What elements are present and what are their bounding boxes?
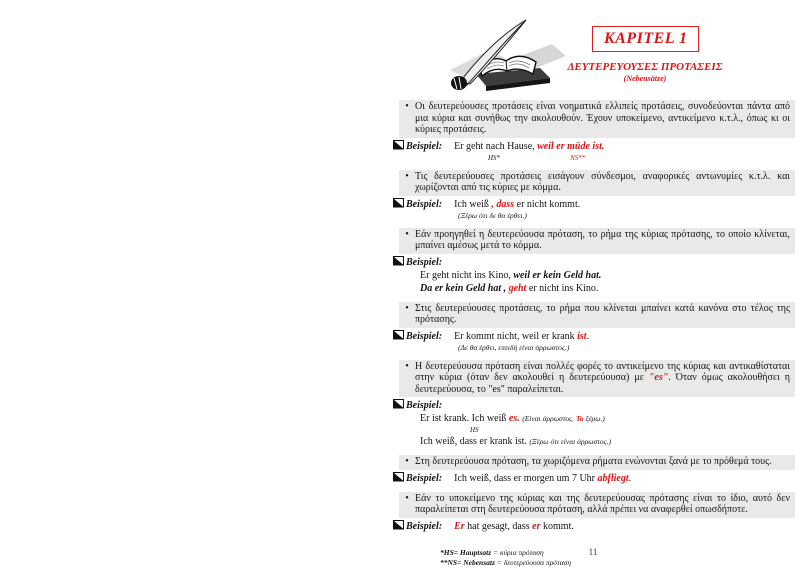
text-run: ist	[577, 330, 587, 342]
text-run: Το	[575, 414, 584, 423]
example-line	[393, 198, 795, 210]
hs-ns-annotation	[393, 152, 795, 162]
example-line	[393, 399, 795, 411]
bullet-glyph: •	[405, 170, 409, 182]
bullet-glyph: •	[405, 456, 409, 467]
text-run: Er geht nicht ins Kino,	[420, 269, 514, 281]
chapter-title: KAPITEL 1	[604, 30, 688, 47]
text-run: Στις δευτερεύουσες προτάσεις, το ρήμα που κλίνεται μπαίνει κατά κανόνα στο τέλος της πρότασης.	[415, 302, 790, 325]
text-run: Er	[454, 520, 465, 532]
bullet-text	[415, 493, 792, 516]
bullet-glyph: •	[405, 101, 409, 112]
beispiel-note-icon	[393, 330, 404, 340]
text-run: kommt.	[540, 520, 574, 532]
text-run: weil er müde ist.	[537, 140, 605, 152]
text-run: .	[586, 330, 590, 342]
beispiel-label: Beispiel:	[406, 330, 443, 342]
text-run: Ich weiß	[454, 198, 492, 210]
example-line	[393, 140, 795, 152]
text-run: dass	[496, 198, 515, 210]
bullet-paragraph	[399, 360, 795, 398]
bullet-text	[415, 101, 792, 136]
bullet-paragraph	[399, 492, 795, 518]
bullet-paragraph	[399, 100, 795, 138]
text-run: Στη δευτερεύουσα πρόταση, τα χωριζόμενα ρήματα ενώνονται ξανά με το πρόθεμά τους.	[415, 456, 772, 467]
chapter-badge	[592, 26, 699, 52]
text-run: = κύρια πρόταση	[493, 547, 544, 557]
beispiel-note-icon	[393, 399, 404, 409]
beispiel-label: Beispiel:	[406, 256, 443, 268]
bullet-text	[415, 171, 792, 194]
beispiel-note-icon	[393, 198, 404, 208]
text-run: er	[532, 520, 541, 532]
example-line	[420, 436, 795, 447]
text-run: NS**	[570, 153, 586, 162]
bullet-glyph: •	[405, 228, 409, 240]
text-run: HS	[470, 426, 479, 434]
text-run: Εάν το υποκείμενο της κύριας και της δευτερεύουσας πρότασης είναι το ίδιο, αυτό δεν παραλείπεται στη δευτερεύουσα πρόταση, αλλά πρέπει να αναφερθεί οπωσδήποτε.	[415, 492, 790, 515]
beispiel-label: Beispiel:	[406, 400, 443, 411]
example-line	[393, 472, 795, 484]
text-run: (Είναι άρρωστος.	[522, 414, 576, 423]
bullet-glyph: •	[405, 360, 409, 372]
bullet-glyph: •	[405, 492, 409, 504]
text-run: er nicht ins Kino.	[526, 282, 599, 294]
text-run: (Ξέρω ότι είναι άρρωστος.)	[529, 437, 612, 446]
text-run: "es"	[648, 372, 669, 383]
bullet-paragraph	[399, 302, 795, 328]
bullet-text	[415, 456, 792, 468]
grammar-section	[393, 170, 795, 220]
text-run: es.	[508, 413, 520, 424]
beispiel-label: Beispiel:	[406, 140, 443, 152]
grammar-section	[393, 492, 795, 532]
hs-ns-annotation	[393, 424, 795, 434]
content-column	[393, 100, 795, 568]
text-run: *HS= Hauptsatz	[440, 547, 494, 557]
translation-note	[458, 210, 795, 220]
grammar-section	[393, 360, 795, 448]
footnotes	[440, 548, 795, 568]
beispiel-note-icon	[393, 256, 404, 266]
text-run: **NS= Nebensatz	[440, 557, 497, 567]
text-run: HS*	[488, 153, 501, 162]
grammar-section	[393, 455, 795, 484]
bullet-text	[415, 229, 792, 252]
text-run: ξέρω.)	[583, 414, 605, 423]
text-run: .	[628, 472, 632, 484]
text-run: (Ξέρω ότι δε θα έρθει.)	[458, 210, 527, 220]
example-line	[393, 256, 795, 268]
bullet-paragraph	[399, 455, 795, 470]
example-line	[393, 520, 795, 532]
page-number: 11	[588, 547, 598, 557]
text-run: abfliegt	[597, 472, 629, 484]
beispiel-note-icon	[393, 472, 404, 482]
example-line	[420, 283, 795, 294]
bullet-paragraph	[399, 228, 795, 254]
beispiel-note-icon	[393, 520, 404, 530]
text-run: Er kommt nicht, weil er krank	[454, 330, 578, 342]
footnote-line	[440, 558, 795, 568]
text-run: = δευτερεύουσα πρόταση	[496, 557, 572, 567]
text-run: ,	[491, 198, 494, 210]
text-run: Ich weiß, dass er morgen um 7 Uhr	[454, 472, 598, 484]
grammar-section	[393, 228, 795, 294]
beispiel-label: Beispiel:	[406, 472, 443, 484]
page-subtitle: (Nebensätze)	[623, 74, 667, 83]
translation-note	[458, 342, 795, 352]
page-title: ΔΕΥΤΕΡΕΥΟΥΣΕΣ ΠΡΟΤΑΣΕΙΣ	[567, 61, 723, 73]
text-run: ,	[503, 282, 509, 294]
text-run: hat gesagt, dass	[464, 520, 533, 532]
text-run: Er geht nach Hause,	[454, 140, 538, 152]
text-run: Da er kein Geld hat	[420, 282, 504, 294]
example-line	[393, 330, 795, 342]
bullet-text	[415, 361, 792, 396]
text-run: Η δευτερεύουσα πρόταση είναι πολλές φορές το αντικείμενο της κύριας και αντικαθίσταται στην κύρια (όταν δεν ακολουθεί η δευτερεύουσα) με	[415, 360, 790, 383]
text-run: (Δε θα έρθει, επειδή είναι άρρωστος.)	[458, 342, 570, 352]
text-run: Ich weiß, dass er krank ist.	[420, 436, 530, 447]
example-line	[420, 270, 795, 281]
grammar-section	[393, 100, 795, 162]
text-run: geht	[508, 282, 527, 294]
bullet-text	[415, 303, 792, 326]
grammar-section	[393, 302, 795, 352]
text-run: Εάν προηγηθεί η δευτερεύουσα πρόταση, το ρήμα της κύριας πρότασης, το οποίο κλίνεται, μπαίνει αμέσως μετά το κόμμα.	[415, 228, 790, 251]
bullet-paragraph	[399, 170, 795, 196]
book-quill-illustration	[446, 16, 568, 100]
text-run: . Όταν όμως ακολουθήσει η δευτερεύουσα, το "es" παραλείπεται.	[415, 372, 791, 395]
bullet-glyph: •	[405, 302, 409, 314]
text-run: Τις δευτερεύουσες προτάσεις εισάγουν σύνδεσμοι, αναφορικές αντωνυμίες κ.τ.λ. και χωρίζονται από τις κύριες με κόμμα.	[415, 170, 790, 193]
beispiel-label: Beispiel:	[406, 520, 443, 532]
example-line	[420, 413, 795, 424]
text-run: weil er kein Geld hat.	[513, 269, 602, 281]
text-run: Er ist krank. Ich weiß	[420, 413, 509, 424]
beispiel-note-icon	[393, 140, 404, 150]
text-run: er nicht kommt.	[514, 198, 581, 210]
footnote-line	[440, 548, 795, 558]
beispiel-label: Beispiel:	[406, 198, 443, 210]
text-run: Οι δευτερεύουσες προτάσεις είναι νοηματικά ελλιπείς προτάσεις, συνοδεύονται πάντα από μια κύρια και συνήθως την ακολουθούν. Έχουν υποκείμενο, αντικείμενο κ.τ.λ., όπως κι οι κύριες προτάσεις.	[415, 101, 790, 135]
